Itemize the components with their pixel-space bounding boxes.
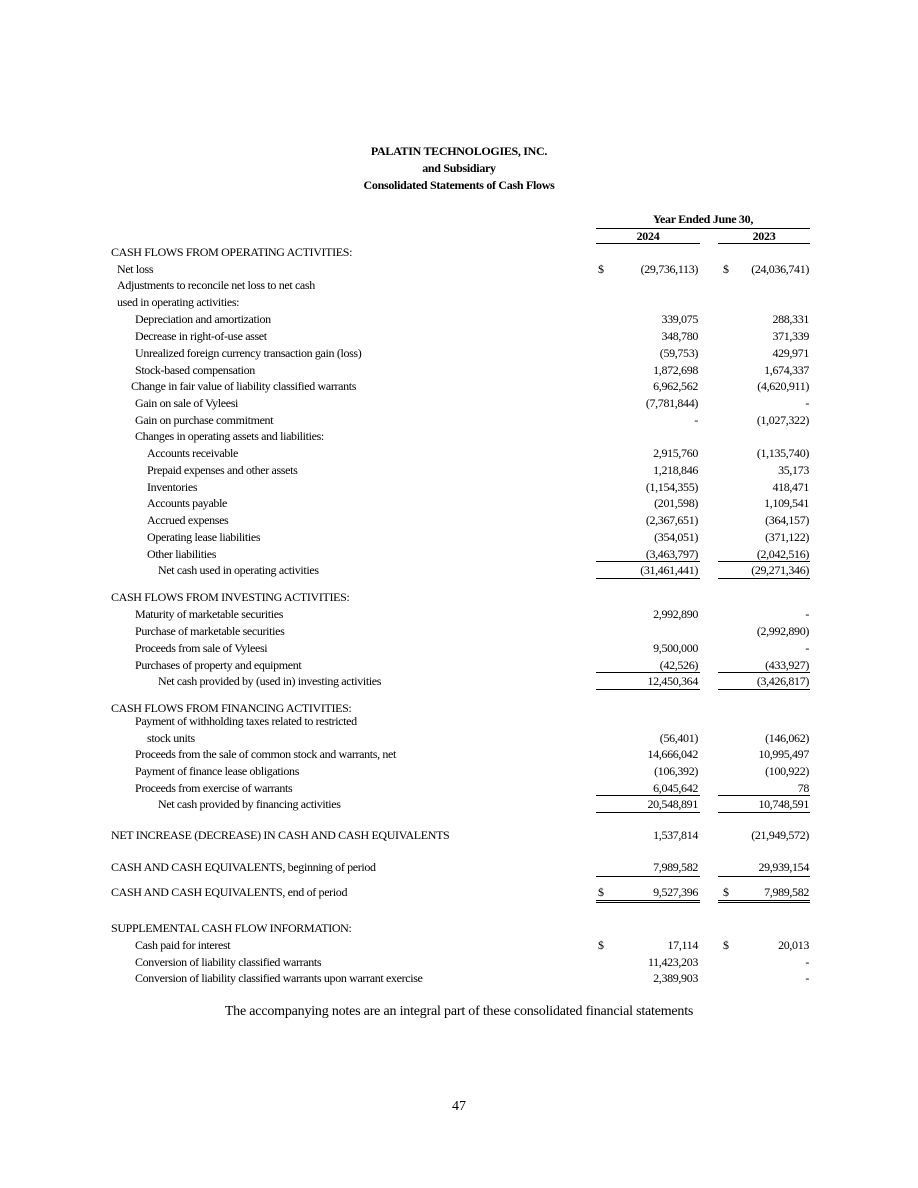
table-row-ending-cash	[0, 884, 918, 901]
total-rule	[718, 578, 810, 579]
section-title-text: CASH FLOWS FROM OPERATING ACTIVITIES:	[111, 245, 353, 259]
value-2023: 429,971	[772, 346, 809, 360]
currency-symbol: $	[598, 885, 604, 899]
row-label: Net loss	[117, 262, 154, 276]
value-2023: (2,042,516)	[756, 547, 809, 561]
value-2023: 10,748,591	[758, 797, 809, 811]
value-2024: (3,463,797)	[645, 547, 698, 561]
value-2024: (59,753)	[659, 346, 698, 360]
subsidiary-line: and Subsidiary	[422, 161, 496, 175]
row-label: Purchases of property and equipment	[135, 658, 302, 672]
value-2023: -	[805, 971, 809, 985]
double-total-rule	[596, 900, 700, 903]
statement-title: Consolidated Statements of Cash Flows	[363, 178, 555, 192]
value-2024: 9,527,396	[653, 885, 698, 899]
value-2023: 288,331	[772, 312, 809, 326]
value-2024: (354,051)	[654, 530, 698, 544]
value-2023: -	[805, 607, 809, 621]
value-2024: (2,367,651)	[645, 513, 698, 527]
row-label: Accounts payable	[147, 496, 228, 510]
table-row-operating-total	[0, 562, 918, 579]
table-row	[0, 529, 918, 546]
total-rule	[718, 812, 810, 813]
value-2024: (56,401)	[659, 731, 698, 745]
row-label: Depreciation and amortization	[135, 312, 271, 326]
row-label: Decrease in right-of-use asset	[135, 329, 267, 343]
value-2023: 371,339	[772, 329, 809, 343]
subtotal-rule	[596, 876, 700, 877]
value-2024: (31,461,441)	[640, 563, 698, 577]
value-2023: 78	[797, 781, 809, 795]
table-row	[0, 512, 918, 529]
value-2023: (3,426,817)	[756, 674, 809, 688]
row-label: Maturity of marketable securities	[135, 607, 284, 621]
value-2024: (42,526)	[659, 658, 698, 672]
row-label: Prepaid expenses and other assets	[147, 463, 298, 477]
value-2023: 10,995,497	[758, 747, 809, 761]
row-label: Gain on sale of Vyleesi	[135, 396, 239, 410]
row-label: Net cash provided by financing activities	[158, 797, 341, 811]
table-row-beginning-cash	[0, 859, 918, 876]
value-2024: (201,598)	[654, 496, 698, 510]
footnote: The accompanying notes are an integral part of these consolidated financial statements	[224, 1004, 694, 1019]
section-title-text: SUPPLEMENTAL CASH FLOW INFORMATION:	[111, 921, 352, 935]
row-label: Proceeds from the sale of common stock and warrants, net	[135, 747, 396, 761]
value-2024: 11,423,203	[647, 955, 698, 969]
table-row	[0, 970, 918, 987]
table-row	[0, 746, 918, 763]
operating-section-title	[0, 244, 918, 261]
table-row	[0, 462, 918, 479]
value-2023: (4,620,911)	[757, 379, 809, 393]
row-label: Inventories	[147, 480, 198, 494]
table-row	[0, 640, 918, 657]
table-row	[0, 495, 918, 512]
value-2023: (1,027,322)	[756, 413, 809, 427]
value-2024: 1,872,698	[653, 363, 698, 377]
table-row	[0, 445, 918, 462]
row-label: Adjustments to reconcile net loss to net cash	[117, 278, 315, 292]
table-row	[0, 606, 918, 623]
row-label: Gain on purchase commitment	[135, 413, 274, 427]
value-2024: (29,736,113)	[640, 262, 698, 276]
row-label: Net cash used in operating activities	[158, 563, 319, 577]
currency-symbol: $	[598, 938, 604, 952]
value-2023: (371,122)	[765, 530, 809, 544]
value-2023: 20,013	[778, 938, 809, 952]
value-2023: (2,992,890)	[756, 624, 809, 638]
row-label: Operating lease liabilities	[147, 530, 261, 544]
value-2023: (364,157)	[765, 513, 809, 527]
table-row-investing-total	[0, 673, 918, 690]
table-row	[0, 378, 918, 395]
value-2024: 17,114	[667, 938, 698, 952]
table-row	[0, 412, 918, 429]
row-label: Payment of finance lease obligations	[135, 764, 300, 778]
adjustments-line-2	[0, 294, 918, 311]
value-2024: -	[694, 413, 698, 427]
row-label: Net cash provided by (used in) investing activities	[158, 674, 382, 688]
row-label: Accounts receivable	[147, 446, 238, 460]
value-2023: 7,989,582	[764, 885, 809, 899]
row-label: Proceeds from sale of Vyleesi	[135, 641, 268, 655]
value-2023: (100,922)	[765, 764, 809, 778]
row-label: Conversion of liability classified warrants upon warrant exercise	[135, 971, 423, 985]
value-2023: (24,036,741)	[751, 262, 809, 276]
company-name: PALATIN TECHNOLOGIES, INC.	[370, 144, 548, 158]
table-row	[0, 395, 918, 412]
value-2024: 12,450,364	[647, 674, 698, 688]
value-2023: 418,471	[772, 480, 809, 494]
value-2024: 1,218,846	[653, 463, 698, 477]
section-title-text: CASH FLOWS FROM FINANCING ACTIVITIES:	[111, 701, 352, 715]
value-2023: (433,927)	[765, 658, 809, 672]
table-row	[0, 345, 918, 362]
double-total-rule	[718, 900, 810, 903]
value-2023: 29,939,154	[758, 860, 809, 874]
table-row-withholding	[0, 730, 918, 747]
value-2024: 2,389,903	[653, 971, 698, 985]
row-label: Proceeds from exercise of warrants	[135, 781, 293, 795]
value-2023: (29,271,346)	[751, 563, 809, 577]
row-label: stock units	[147, 731, 195, 745]
year-2024-header: 2024	[636, 229, 660, 243]
row-label: Conversion of liability classified warrants	[135, 955, 322, 969]
value-2023: -	[805, 641, 809, 655]
withholding-line-1	[0, 713, 918, 730]
table-row	[0, 479, 918, 496]
total-rule	[596, 689, 700, 690]
table-row	[0, 763, 918, 780]
row-label: NET INCREASE (DECREASE) IN CASH AND CASH EQUIVALENTS	[111, 828, 450, 842]
row-label: Changes in operating assets and liabilities:	[135, 429, 324, 443]
currency-symbol: $	[723, 938, 729, 952]
value-2024: 14,666,042	[647, 747, 698, 761]
value-2023: (1,135,740)	[756, 446, 809, 460]
total-rule	[596, 578, 700, 579]
row-label: Stock-based compensation	[135, 363, 255, 377]
value-2024: 2,992,890	[653, 607, 698, 621]
value-2024: 9,500,000	[653, 641, 698, 655]
currency-symbol: $	[723, 262, 729, 276]
page-number: 47	[452, 1099, 466, 1114]
table-row-financing-total	[0, 796, 918, 813]
row-label: Cash paid for interest	[135, 938, 231, 952]
row-label: Change in fair value of liability classified warrants	[131, 379, 357, 393]
row-label: Purchase of marketable securities	[135, 624, 285, 638]
table-row	[0, 623, 918, 640]
supplemental-section-title	[0, 920, 918, 937]
year-2023-header: 2023	[752, 229, 776, 243]
value-2024: 20,548,891	[647, 797, 698, 811]
row-label: CASH AND CASH EQUIVALENTS, beginning of period	[111, 860, 376, 874]
table-row	[0, 362, 918, 379]
table-row	[0, 328, 918, 345]
row-label: used in operating activities:	[117, 295, 240, 309]
row-label: Accrued expenses	[147, 513, 229, 527]
value-2024: 348,780	[661, 329, 698, 343]
value-2023: -	[805, 955, 809, 969]
value-2024: 6,045,642	[653, 781, 698, 795]
total-rule	[596, 812, 700, 813]
changes-label-row	[0, 428, 918, 445]
value-2023: (146,062)	[765, 731, 809, 745]
section-title-text: CASH FLOWS FROM INVESTING ACTIVITIES:	[111, 590, 350, 604]
row-label: Other liabilities	[147, 547, 217, 561]
table-row-net-change	[0, 827, 918, 844]
table-row	[0, 954, 918, 971]
total-rule	[718, 689, 810, 690]
currency-symbol: $	[723, 885, 729, 899]
row-label: CASH AND CASH EQUIVALENTS, end of period	[111, 885, 348, 899]
value-2024: (1,154,355)	[645, 480, 698, 494]
value-2024: 1,537,814	[653, 828, 698, 842]
value-2024: 2,915,760	[653, 446, 698, 460]
adjustments-line-1	[0, 277, 918, 294]
period-header: Year Ended June 30,	[652, 212, 754, 226]
subtotal-rule	[718, 876, 810, 877]
investing-section-title	[0, 589, 918, 606]
value-2023: 1,109,541	[764, 496, 809, 510]
currency-symbol: $	[598, 262, 604, 276]
value-2024: 339,075	[661, 312, 698, 326]
value-2023: (21,949,572)	[751, 828, 809, 842]
value-2024: 6,962,562	[653, 379, 698, 393]
value-2023: 1,674,337	[764, 363, 809, 377]
value-2024: (106,392)	[654, 764, 698, 778]
value-2024: 7,989,582	[653, 860, 698, 874]
value-2023: -	[805, 396, 809, 410]
value-2024: (7,781,844)	[645, 396, 698, 410]
table-row	[0, 937, 918, 954]
value-2023: 35,173	[778, 463, 809, 477]
table-row-net-loss	[0, 261, 918, 278]
row-label: Unrealized foreign currency transaction gain (loss)	[135, 346, 362, 360]
table-row	[0, 311, 918, 328]
row-label: Payment of withholding taxes related to restricted	[135, 714, 357, 728]
